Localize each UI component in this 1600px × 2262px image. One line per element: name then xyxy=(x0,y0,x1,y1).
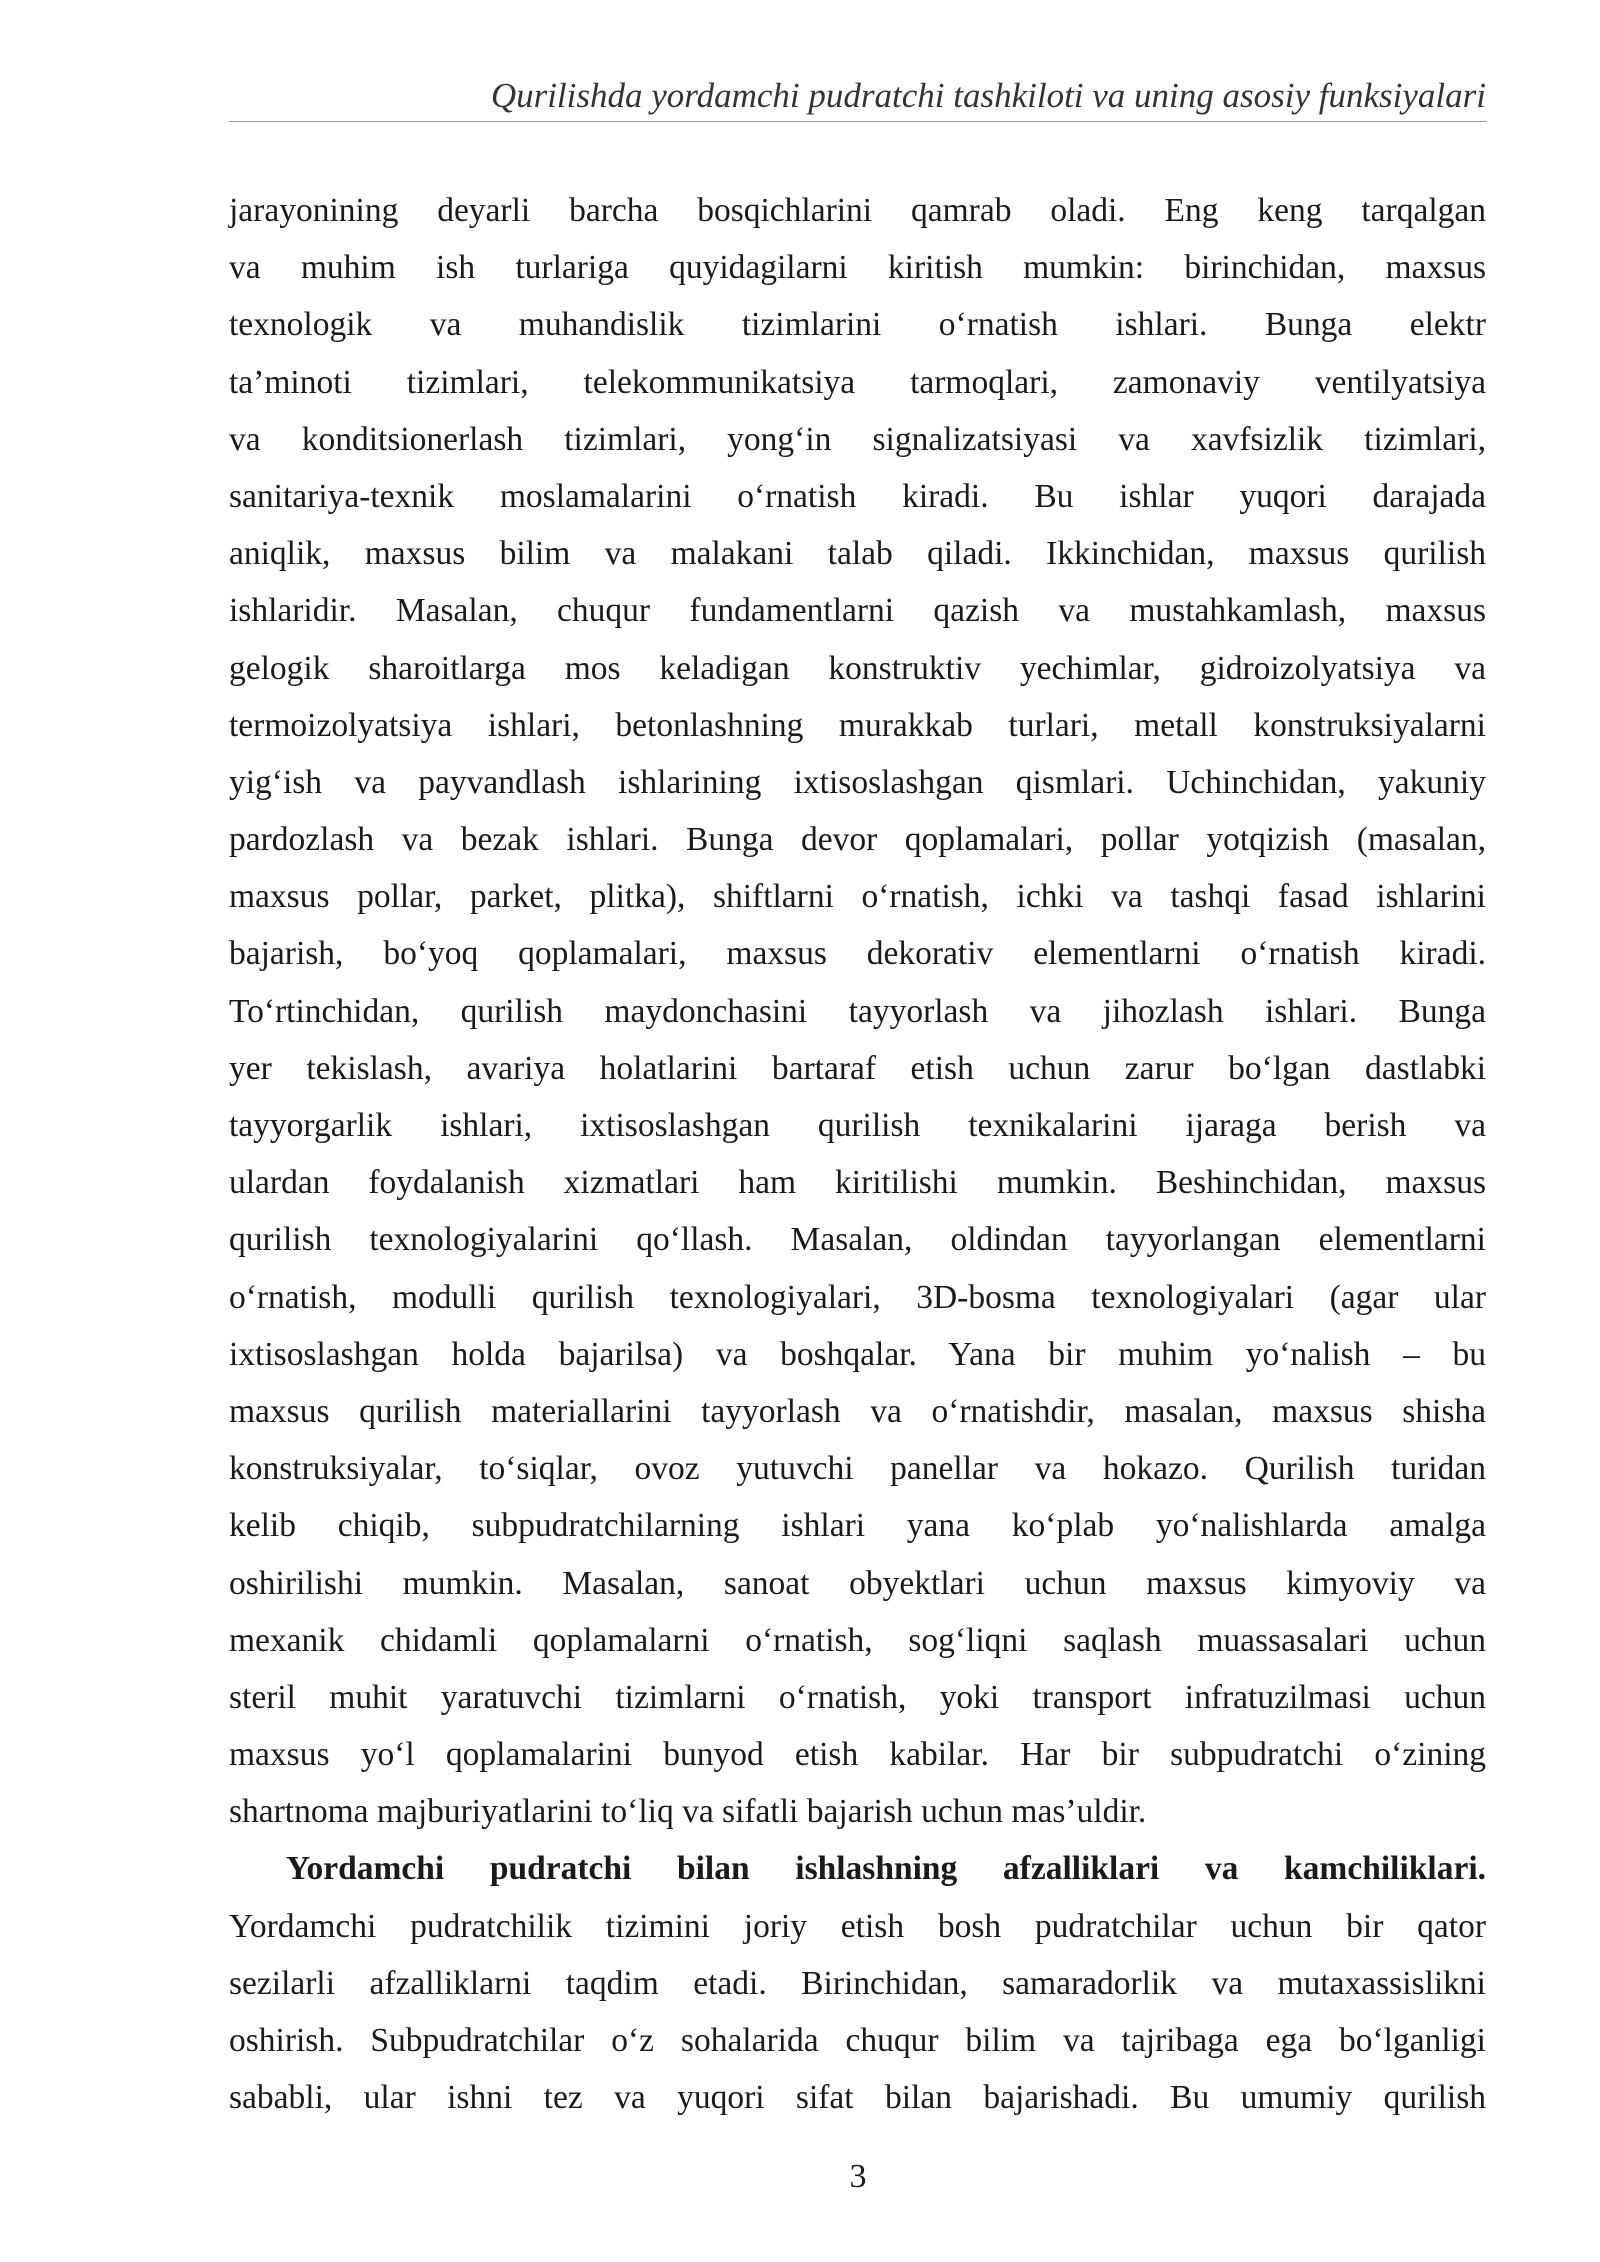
text-line: sezilarli afzalliklarni taqdim etadi. Birinchidan, samaradorlik va mutaxassislikni xyxy=(229,1964,1486,2002)
text-line: maxsus pollar, parket, plitka), shiftlarni o‘rnatish, ichki va tashqi fasad ishlarini xyxy=(229,878,1486,916)
text-line: kelib chiqib, subpudratchilarning ishlari yana ko‘plab yo‘nalishlarda amalga xyxy=(229,1507,1486,1545)
section-heading: Yordamchi pudratchi bilan ishlashning afzalliklari va kamchiliklari. xyxy=(286,1850,1486,1888)
text-line: yig‘ish va payvandlash ishlarining ixtisoslashgan qismlari. Uchinchidan, yakuniy xyxy=(229,763,1486,801)
text-line: yer tekislash, avariya holatlarini bartaraf etish uchun zarur bo‘lgan dastlabki xyxy=(229,1049,1486,1087)
text-line: texnologik va muhandislik tizimlarini o‘rnatish ishlari. Bunga elektr xyxy=(229,306,1486,344)
text-line: mexanik chidamli qoplamalarni o‘rnatish, sog‘liqni saqlash muassasalari uchun xyxy=(229,1621,1486,1659)
text-line: sanitariya-texnik moslamalarini o‘rnatish kiradi. Bu ishlar yuqori darajada xyxy=(229,477,1486,515)
text-line: maxsus yo‘l qoplamalarini bunyod etish kabilar. Har bir subpudratchi o‘zining xyxy=(229,1736,1486,1774)
text-line: jarayonining deyarli barcha bosqichlarini qamrab oladi. Eng keng tarqalgan xyxy=(229,192,1486,229)
text-line: ixtisoslashgan holda bajarilsa) va boshqalar. Yana bir muhim yo‘nalish – bu xyxy=(229,1335,1486,1373)
text-line: Yordamchi pudratchilik tizimini joriy etish bosh pudratchilar uchun bir qator xyxy=(229,1907,1486,1945)
text-line: qurilish texnologiyalarini qo‘llash. Masalan, oldindan tayyorlangan elementlarni xyxy=(229,1221,1486,1259)
text-line: steril muhit yaratuvchi tizimlarni o‘rnatish, yoki transport infratuzilmasi uchun xyxy=(229,1678,1486,1716)
text-line: tayyorgarlik ishlari, ixtisoslashgan qurilish texnikalarini ijaraga berish va xyxy=(229,1107,1486,1144)
text-line: bajarish, bo‘yoq qoplamalari, maxsus dekorativ elementlarni o‘rnatish kiradi. xyxy=(229,935,1486,973)
text-line: oshirilishi mumkin. Masalan, sanoat obyektlari uchun maxsus kimyoviy va xyxy=(229,1564,1486,1602)
text-line: termoizolyatsiya ishlari, betonlashning murakkab turlari, metall konstruksiyalarni xyxy=(229,706,1486,744)
text-line: gelogik sharoitlarga mos keladigan konstruktiv yechimlar, gidroizolyatsiya va xyxy=(229,649,1486,687)
text-line: va konditsionerlash tizimlari, yong‘in signalizatsiyasi va xavfsizlik tizimlari, xyxy=(229,420,1486,458)
page-number: 3 xyxy=(849,2158,867,2195)
text-line: va muhim ish turlariga quyidagilarni kiritish mumkin: birinchidan, maxsus xyxy=(229,249,1486,287)
text-line: ulardan foydalanish xizmatlari ham kiritilishi mumkin. Beshinchidan, maxsus xyxy=(229,1164,1486,1202)
paragraph-end-line: shartnoma majburiyatlarini to‘liq va sifatli bajarish uchun mas’uldir. xyxy=(229,1793,1147,1831)
running-header: Qurilishda yordamchi pudratchi tashkiloti va uning asosiy funksiyalari xyxy=(490,76,1486,115)
text-line: ishlaridir. Masalan, chuqur fundamentlarni qazish va mustahkamlash, maxsus xyxy=(229,592,1486,630)
text-line: maxsus qurilish materiallarini tayyorlash va o‘rnatishdir, masalan, maxsus shisha xyxy=(229,1392,1486,1430)
body-text xyxy=(229,182,1486,2126)
text-line: pardozlash va bezak ishlari. Bunga devor qoplamalari, pollar yotqizish (masalan, xyxy=(229,821,1486,859)
header-divider xyxy=(229,121,1486,122)
text-line: o‘rnatish, modulli qurilish texnologiyalari, 3D-bosma texnologiyalari (agar ular xyxy=(229,1278,1486,1316)
text-line: aniqlik, maxsus bilim va malakani talab qiladi. Ikkinchidan, maxsus qurilish xyxy=(229,535,1486,573)
text-line: konstruksiyalar, to‘siqlar, ovoz yutuvchi panellar va hokazo. Qurilish turidan xyxy=(229,1450,1486,1488)
text-line: oshirish. Subpudratchilar o‘z sohalarida chuqur bilim va tajribaga ega bo‘lganligi xyxy=(229,2022,1486,2059)
text-line: ta’minoti tizimlari, telekommunikatsiya tarmoqlari, zamonaviy ventilyatsiya xyxy=(229,363,1486,401)
text-line: sababli, ular ishni tez va yuqori sifat bilan bajarishadi. Bu umumiy qurilish xyxy=(229,2079,1486,2117)
text-line: To‘rtinchidan, qurilish maydonchasini tayyorlash va jihozlash ishlari. Bunga xyxy=(229,992,1486,1030)
